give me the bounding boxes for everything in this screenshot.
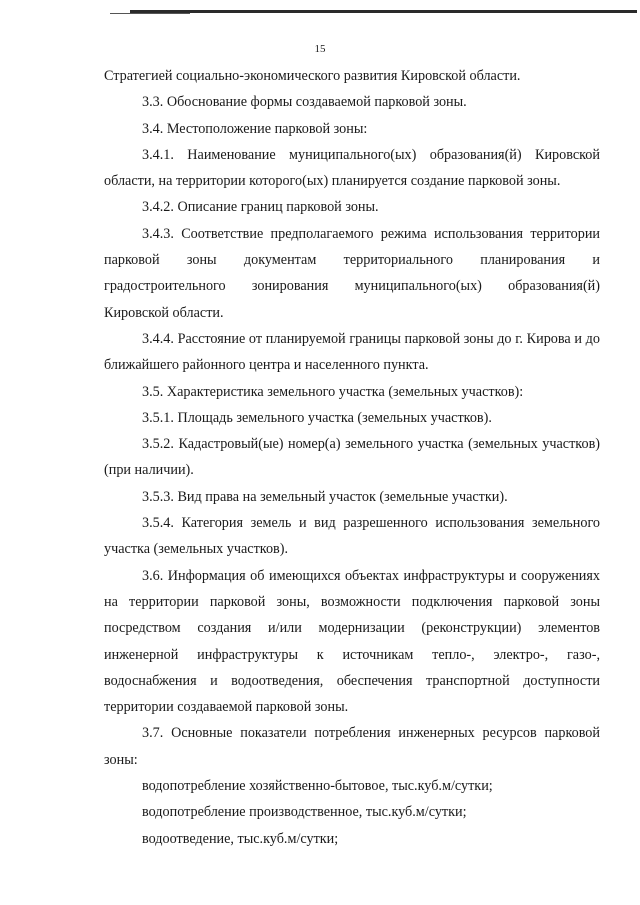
paragraph-3-4-2: 3.4.2. Описание границ парковой зоны. [142, 199, 379, 216]
paragraph-3-4-4: 3.4.4. Расстояние от планируемой границы парковой зоны до г. Кирова и до ближайшего районного центра и населенного пункта. [104, 330, 600, 374]
paragraph-3-5: 3.5. Характеристика земельного участка (земельных участков): [142, 383, 524, 400]
paragraph-3-5-3: 3.5.3. Вид права на земельный участок (земельные участки). [142, 488, 508, 505]
paragraph-3-4-1: 3.4.1. Наименование муниципального(ых) образования(й) Кировской области, на территории которого(ых) планируется создание парковой зоны. [104, 146, 600, 190]
list-item-water-household: водопотребление хозяйственно-бытовое, тыс.куб.м/сутки; [142, 778, 493, 795]
paragraph-3-7: 3.7. Основные показатели потребления инженерных ресурсов парковой зоны: [104, 725, 600, 768]
list-item-water-industrial: водопотребление производственное, тыс.куб.м/сутки; [142, 804, 467, 821]
header-rule [130, 10, 637, 13]
paragraph-3-3: 3.3. Обоснование формы создаваемой парковой зоны. [142, 94, 467, 111]
paragraph-3-4: 3.4. Местоположение парковой зоны: [142, 120, 368, 137]
paragraph-3-5-4: 3.5.4. Категория земель и вид разрешенного использования земельного участка (земельных участков). [104, 515, 600, 558]
paragraph-3-4-3: 3.4.3. Соответствие предполагаемого режима использования территории парковой зоны документам территориального планирования и градостроительного зонирования муниципального(ых) образования(й) Кировской области. [104, 225, 600, 321]
page-number: 15 [314, 43, 326, 55]
paragraph-3-5-1: 3.5.1. Площадь земельного участка (земельных участков). [142, 409, 492, 426]
header-rule-thin [110, 13, 190, 14]
paragraph-3-5-2: 3.5.2. Кадастровый(ые) номер(а) земельного участка (земельных участков) (при наличии). [104, 436, 600, 479]
document-body [104, 63, 600, 852]
paragraph-strategy: Стратегией социально-экономического развития Кировской области. [104, 68, 521, 84]
paragraph-3-6: 3.6. Информация об имеющихся объектах инфраструктуры и сооружениях на территории парковой зоны, возможности подключения парковой зоны посредством создания и/или модернизации (реконструкции) элементов инженерной инфраструктуры к источникам тепло-, электро-, газо-, водоснабжения и водоотведения, обеспечения транспортной доступности территории создаваемой парковой зоны. [104, 567, 600, 716]
list-item-wastewater: водоотведение, тыс.куб.м/сутки; [142, 830, 339, 847]
